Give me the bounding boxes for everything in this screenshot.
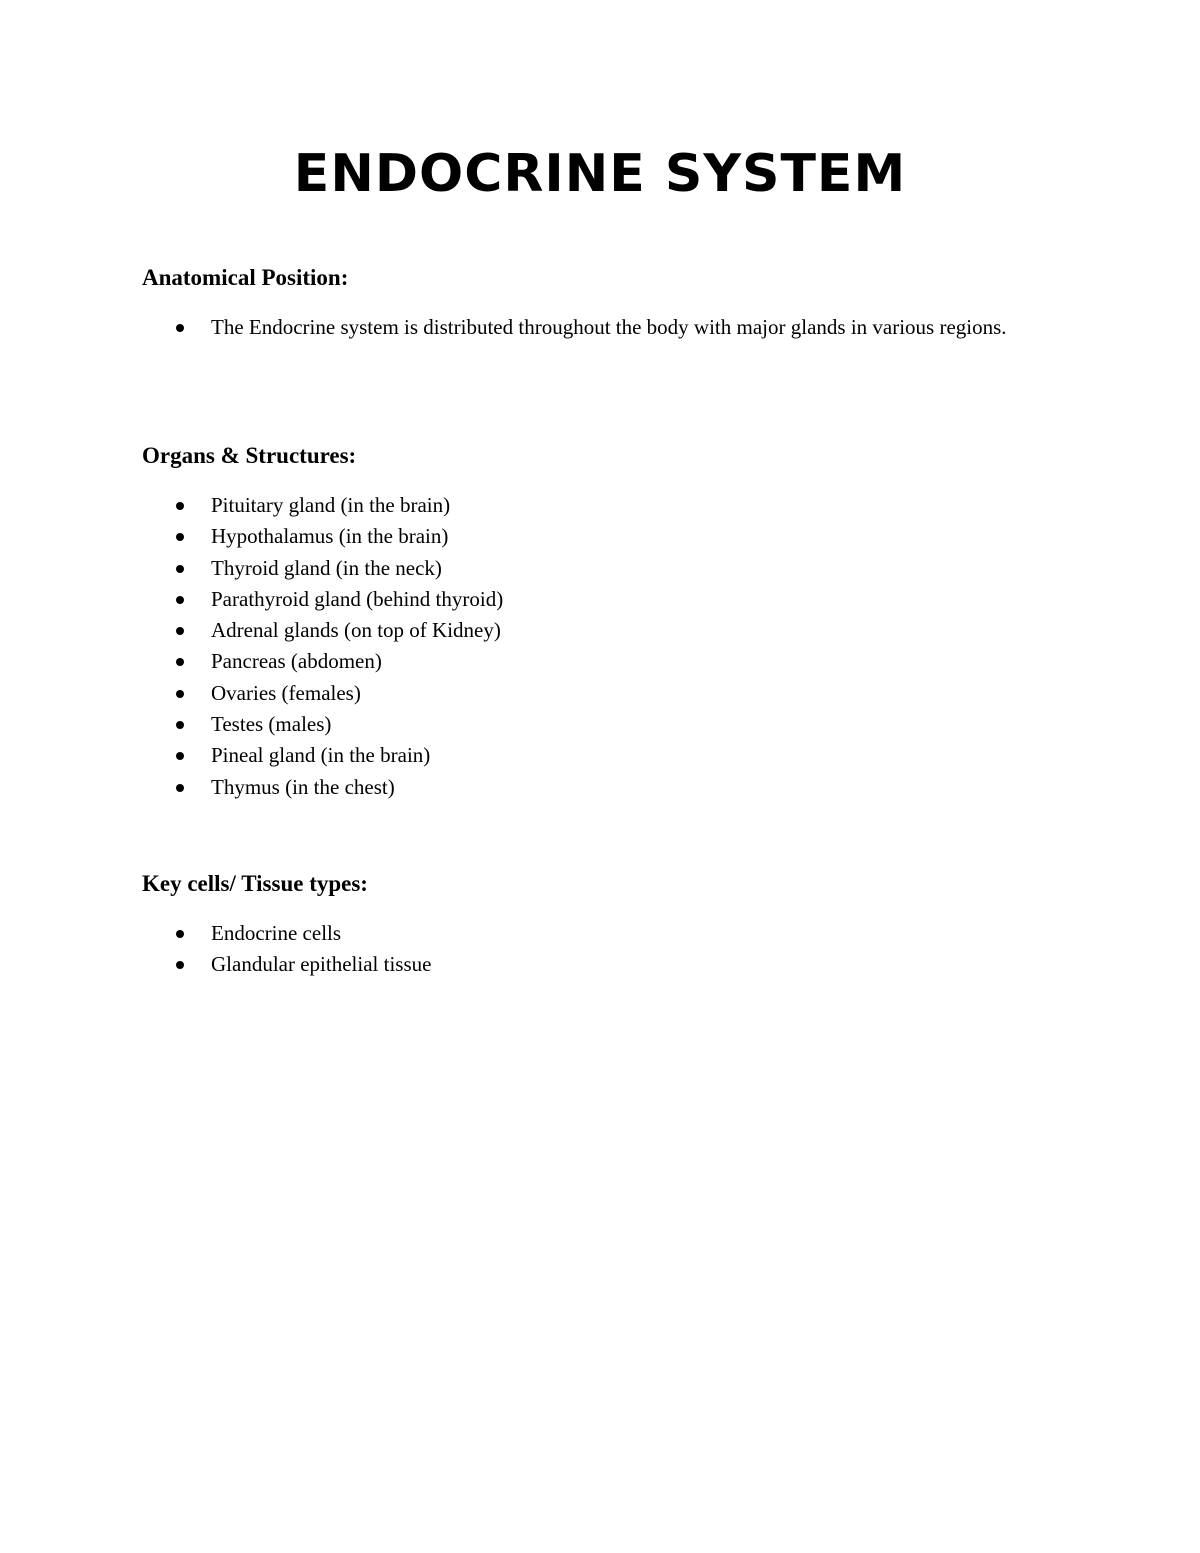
bullet-list — [142, 490, 1042, 803]
list-item — [142, 918, 1042, 949]
list-item-text: Testes (males) — [211, 712, 332, 737]
list-item — [142, 584, 1042, 615]
list-item-text: Hypothalamus (in the brain) — [211, 524, 449, 549]
bullet-icon — [176, 930, 184, 938]
list-item — [142, 740, 1042, 771]
list-item — [142, 709, 1042, 740]
bullet-icon — [176, 961, 184, 969]
bullet-icon — [176, 690, 184, 698]
section-anatomical-position — [142, 263, 1042, 343]
list-item — [142, 949, 1042, 980]
list-item-text: Pituitary gland (in the brain) — [211, 493, 451, 517]
bullet-icon — [176, 627, 184, 635]
section-organs-structures — [142, 441, 1042, 803]
list-item — [142, 615, 1042, 646]
list-item — [142, 772, 1042, 803]
bullet-icon — [176, 533, 184, 541]
bullet-icon — [176, 565, 184, 573]
bullet-icon — [176, 324, 184, 332]
list-item-text: Pineal gland (in the brain) — [211, 743, 431, 768]
list-item-text: Endocrine cells — [211, 921, 342, 945]
list-item — [142, 646, 1042, 677]
list-item-text: Thymus (in the chest) — [211, 774, 395, 799]
section-key-cells-tissue-types — [142, 869, 1042, 981]
list-item-text: Adrenal glands (on top of Kidney) — [211, 618, 501, 643]
list-item — [142, 553, 1042, 584]
section-heading: Key cells/ Tissue types: — [142, 871, 368, 896]
page-title: ENDOCRINE SYSTEM — [293, 144, 907, 204]
list-item-text: The Endocrine system is distributed throughout the body with major glands in various regions. — [211, 315, 1007, 339]
list-item-text: Glandular epithelial tissue — [211, 952, 432, 977]
list-item — [142, 521, 1042, 552]
list-item-text: Parathyroid gland (behind thyroid) — [211, 586, 504, 611]
list-item-text: Ovaries (females) — [211, 680, 361, 705]
bullet-icon — [176, 658, 184, 666]
bullet-list — [142, 312, 1042, 343]
bullet-icon — [176, 596, 184, 604]
list-item-text: Pancreas (abdomen) — [211, 649, 382, 674]
bullet-icon — [176, 752, 184, 760]
section-heading: Organs & Structures: — [142, 443, 357, 468]
list-item — [142, 490, 1042, 521]
list-item — [142, 312, 1042, 343]
bullet-icon — [176, 784, 184, 792]
list-item — [142, 678, 1042, 709]
bullet-list — [142, 918, 1042, 981]
section-heading: Anatomical Position: — [142, 265, 349, 290]
bullet-icon — [176, 721, 184, 729]
bullet-icon — [176, 502, 184, 510]
list-item-text: Thyroid gland (in the neck) — [211, 555, 442, 580]
